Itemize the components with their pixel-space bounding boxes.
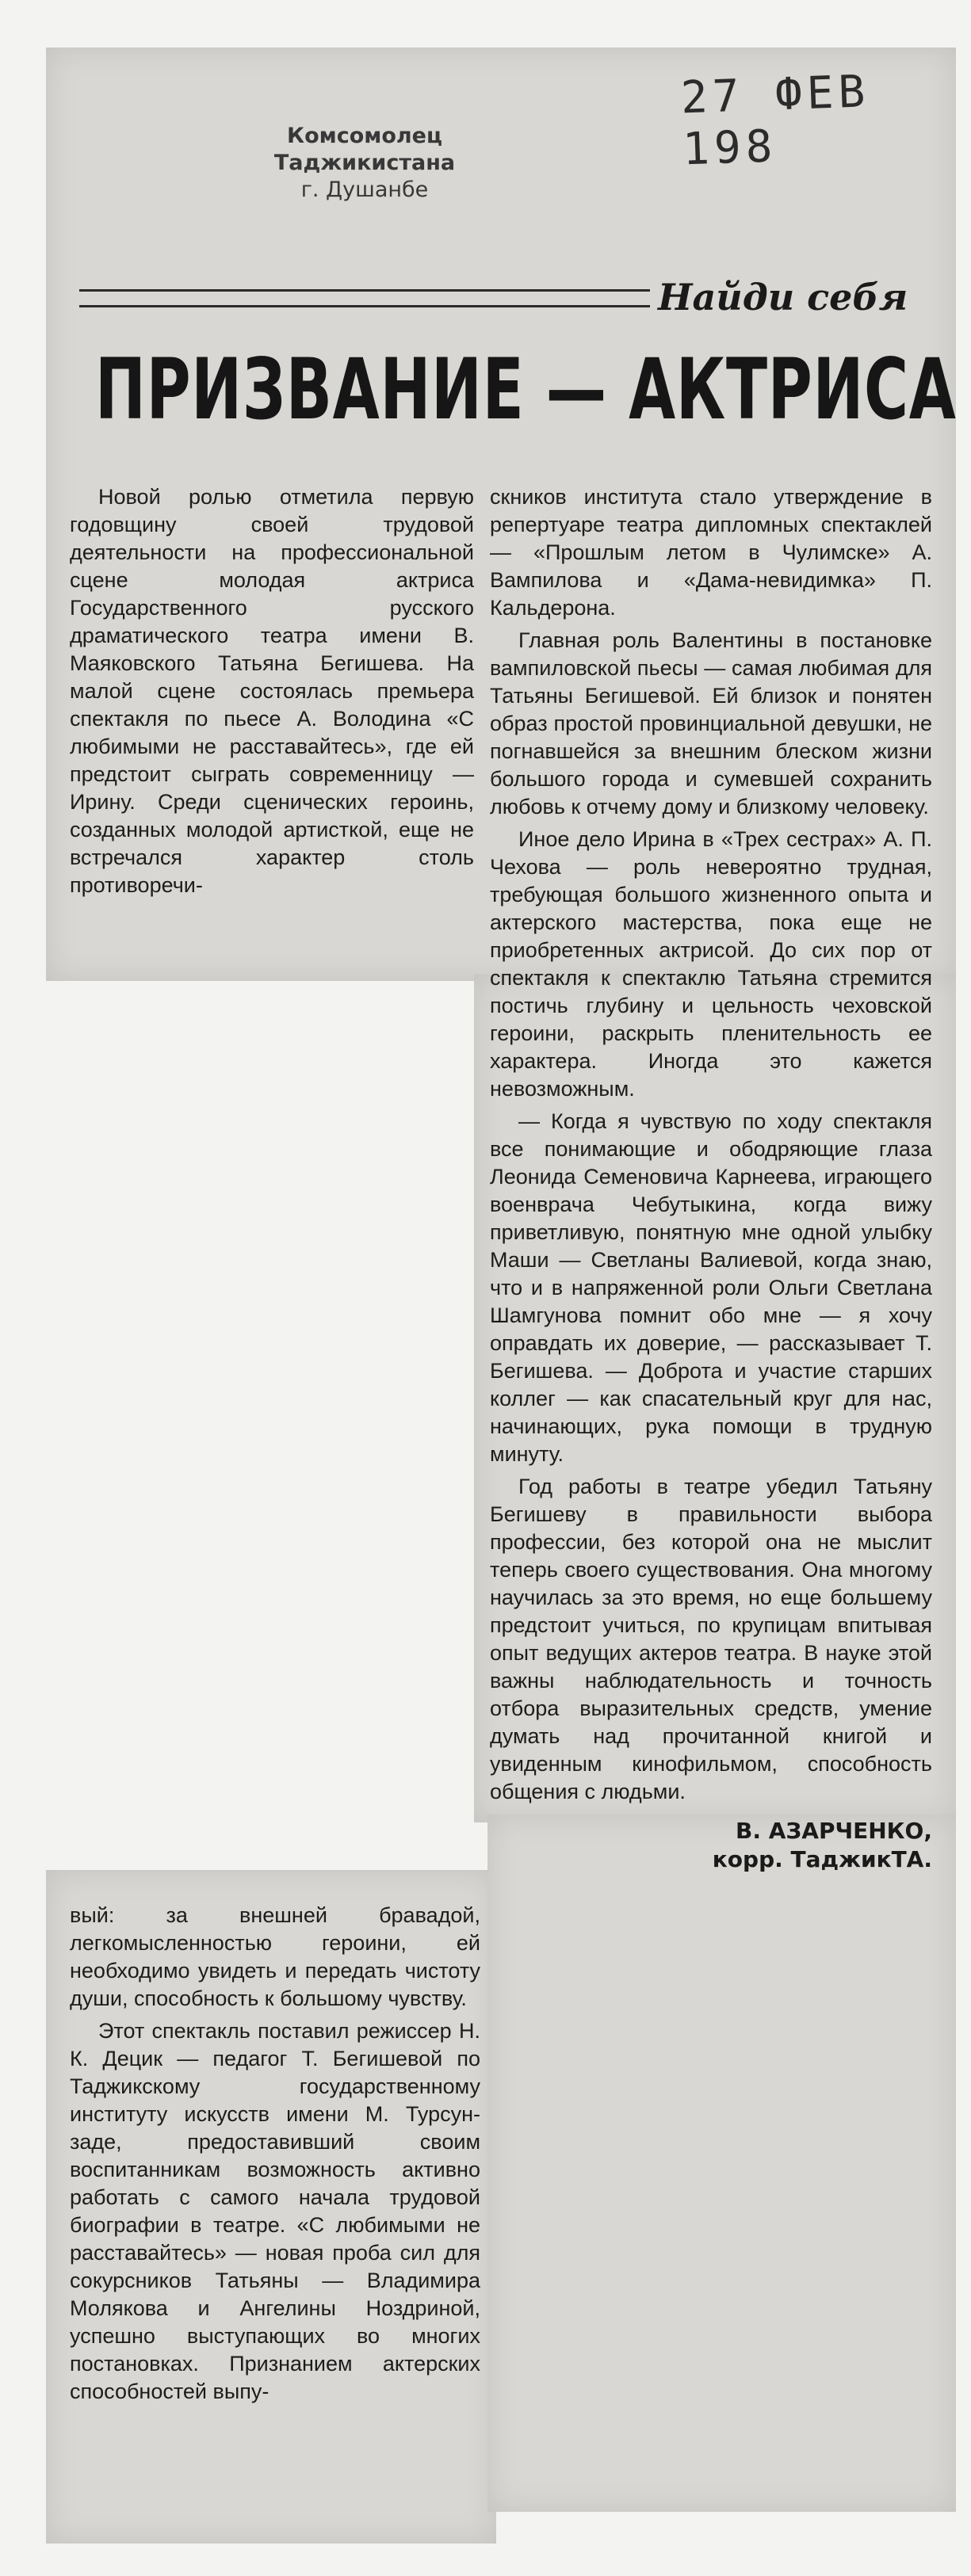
column-2	[490, 483, 932, 1874]
author-affiliation: корр. ТаджикТА.	[712, 1846, 932, 1872]
paragraph: Иное дело Ирина в «Трех сестрах» А. П. Чехова — роль невероятно трудная, требующая большого жизненного опыта и актерского мастерства, пока еще не приобретенных актрисой. До сих пор от спектакля к спектаклю Татьяна стремится постичь глубину и цельность чеховской героини, раскрыть пленительность ее характера. Иногда это кажется невозможным.	[490, 827, 932, 1101]
paragraph: Этот спектакль поставил режиссер Н. К. Децик — педагог Т. Бегишевой по Таджикскому государственному институту искусств имени М. Турсун-заде, предоставивший своим воспитанникам возможность активно работать с самого начала трудовой биографии в театре. «С любимыми не расставайтесь» — новая проба сил для сокурсников Татьяны — Владимира Молякова и Ангелины Ноздриной, успешно выступающих во многих постановках. Признанием актерских способностей выпу-	[70, 2019, 480, 2403]
column-3	[70, 1902, 480, 2406]
paragraph: — Когда я чувствую по ходу спектакля все понимающие и ободряющие глаза Леонида Семеновича Карнеева, играющего военврача Чебутыкина, когда вижу приветливую, понятную мне одной улыбку Маши — Светланы Валиевой, когда знаю, что и в напряженной роли Ольги Светлана Шамгунова помнит обо мне — я хочу оправдать их доверие, — рассказывает Т. Бегишева. — Доброта и участие старших коллег — как спасательный круг для нас, начинающих, рука помощи в трудную минуту.	[490, 1109, 932, 1466]
newspaper-city: г. Душанбе	[300, 177, 429, 202]
paragraph: вый: за внешней бравадой, легкомысленностью героини, ей необходимо увидеть и передать чистоту души, способность к большому чувству.	[70, 1903, 480, 2010]
column-1	[70, 483, 474, 899]
paragraph: скников института стало утверждение в репертуаре театра дипломных спектаклей — «Прошлым летом в Чулимске» А. Вампилова и «Дама-невидимка» П. Кальдерона.	[490, 485, 932, 620]
newspaper-name: Комсомолец Таджикистана	[273, 124, 456, 175]
newspaper-stamp	[198, 123, 531, 204]
paragraph: Главная роль Валентины в постановке вампиловской пьесы — самая любимая для Татьяны Бегишевой. Ей близок и понятен образ простой провинциальной девушки, не погнавшейся за внешним блеском жизни большого города и сумевшей сохранить любовь к отчему дому и близкому человеку.	[490, 628, 932, 819]
signature	[490, 1817, 932, 1874]
clipping-bottom-right	[487, 1815, 956, 2512]
date-stamp: 27 ФЕВ 198	[679, 66, 871, 176]
author-name: В. АЗАРЧЕНКО,	[736, 1818, 932, 1844]
paragraph: Новой ролью отметила первую годовщину своей трудовой деятельности на профессиональной сцене молодая актриса Государственного русского драматического театра имени В. Маяковского Татьяна Бегишева. На малой сцене состоялась премьера спектакля по пьесе А. Володина «С любимыми не расставайтесь», где ей предстоит сыграть современницу — Ирину. Среди сценических героинь, созданных молодой артисткой, еще не встречался характер столь противоречи-	[70, 485, 474, 897]
headline: ПРИЗВАНИЕ — АКТРИСА	[95, 341, 957, 438]
header-rule-bottom	[79, 305, 650, 307]
paragraph: Год работы в театре убедил Татьяну Бегишеву в правильности выбора профессии, без которой она не мыслит теперь своего существования. Она многому научилась за это время, но еще большему предстоит учиться, по крупицам впитывая опыт ведущих актеров театра. В науке этой важны наблюдательность и точность отбора выразительных средств, умение думать над прочитанной книгой и увиденным кинофильмом, способность общения с людьми.	[490, 1475, 932, 1803]
rubric: Найди себя	[658, 276, 908, 319]
header-rule-top	[79, 289, 650, 292]
